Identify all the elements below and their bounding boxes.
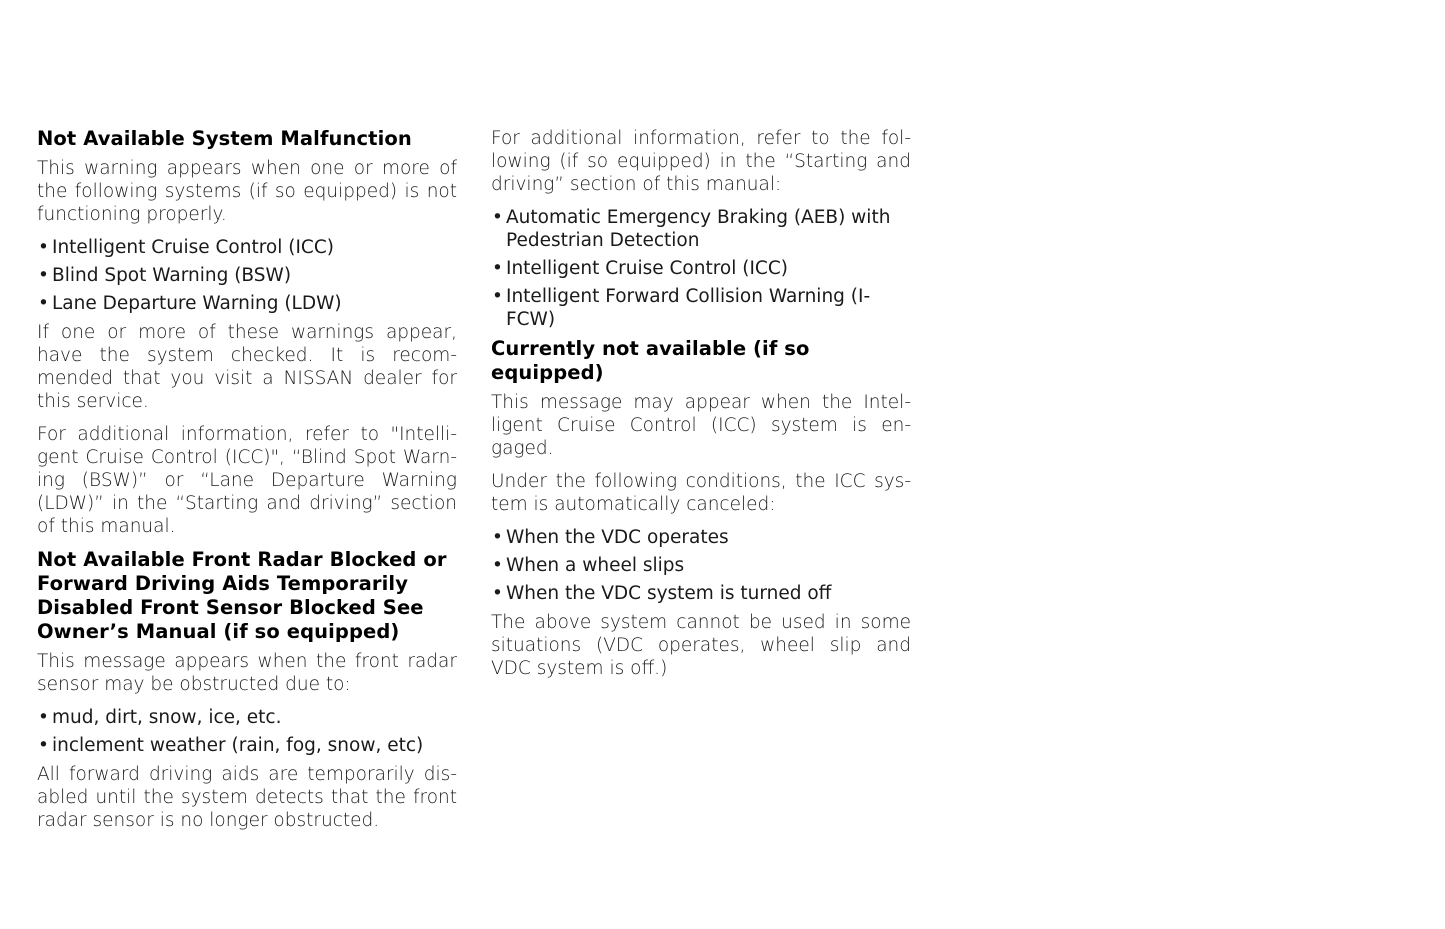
bullet-icon: • (38, 265, 49, 286)
list-item: • When the VDC system is turned off (492, 583, 832, 604)
bullet-icon: • (492, 286, 503, 307)
bullet-icon: • (492, 583, 503, 604)
list-item: • Intelligent Cruise Control (ICC) (38, 237, 334, 258)
paragraph-have-checked: If one or more of these warnings appear, have the system checked. It is recommended that you visit a NISSAN dealer for this service. (37, 322, 457, 412)
list-item: • Intelligent Forward Collision Warning (I-FCW) (492, 286, 871, 330)
bullet-icon: • (38, 293, 49, 314)
heading-currently-not-available: Currently not available (if so equipped) (491, 337, 810, 384)
list-item: • Blind Spot Warning (BSW) (38, 265, 292, 286)
bullet-icon: • (492, 555, 503, 576)
bullet-list-systems (37, 236, 457, 315)
heading-system-malfunction: Not Available System Malfunction (37, 127, 412, 150)
list-item: • inclement weather (rain, fog, snow, etc) (38, 735, 424, 756)
list-item: • When the VDC operates (492, 527, 729, 548)
list-item: • Lane Departure Warning (LDW) (38, 293, 342, 314)
bullet-list-obstructions (37, 706, 457, 757)
left-column (37, 127, 457, 842)
right-column (491, 127, 911, 690)
paragraph-radar-obstructed: This message appears when the front radar sensor may be obstructed due to: (37, 651, 457, 695)
paragraph-aids-disabled: All forward driving aids are temporarily disabled until the system detects that the front radar sensor is no longer obstructed. (37, 764, 457, 831)
list-item: • Intelligent Cruise Control (ICC) (492, 258, 788, 279)
paragraph-icc-engaged: This message may appear when the Intelligent Cruise Control (ICC) system is engaged. (491, 392, 911, 459)
paragraph-warning-intro: This warning appears when one or more of the following systems (if so equipped) is not functioning properly. (37, 158, 457, 225)
bullet-list-related-systems (491, 206, 911, 331)
heading-front-radar-blocked: Not Available Front Radar Blocked or Forward Driving Aids Temporarily Disabled Front Sensor Blocked See Owner’s Manual (if so equipped) (37, 548, 447, 643)
list-item: • Automatic Emergency Braking (AEB) with Pedestrian Detection (492, 207, 891, 251)
bullet-icon: • (492, 258, 503, 279)
bullet-icon: • (492, 527, 503, 548)
bullet-list-conditions (491, 526, 911, 605)
list-item: • When a wheel slips (492, 555, 685, 576)
bullet-icon: • (38, 237, 49, 258)
bullet-icon: • (492, 207, 503, 228)
bullet-icon: • (38, 707, 49, 728)
paragraph-additional-info-right: For additional information, refer to the following (if so equipped) in the “Starting and driving” section of this manual: (491, 128, 911, 195)
paragraph-cancel-conditions: Under the following conditions, the ICC system is automatically canceled: (491, 471, 911, 515)
paragraph-system-limits: The above system cannot be used in some situations (VDC operates, wheel slip and VDC system is off.) (491, 612, 911, 679)
paragraph-additional-info: For additional information, refer to "Intelligent Cruise Control (ICC)", “Blind Spot Warning (BSW)” or “Lane Departure Warning (LDW)” in the “Starting and driving” section of this manual. (37, 424, 457, 537)
bullet-icon: • (38, 735, 49, 756)
list-item: • mud, dirt, snow, ice, etc. (38, 707, 282, 728)
